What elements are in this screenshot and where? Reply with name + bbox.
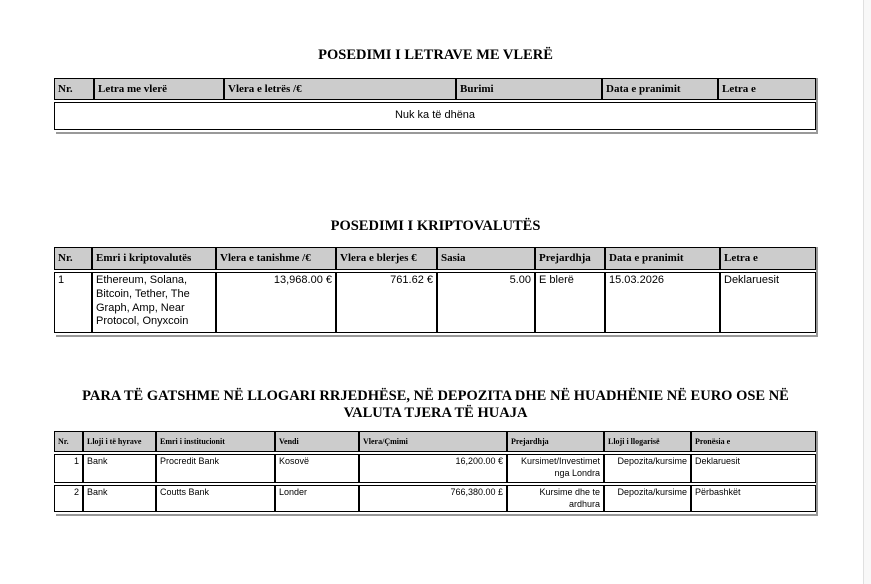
cell-vlera-tanishme: 13,968.00 € [216,272,336,333]
cell-lloji-hyrave: Bank [83,454,156,483]
cell-emri-kriptovalutes: Ethereum, Solana, Bitcoin, Tether, The Graph, Amp, Near Protocol, Onyxcoin [92,272,216,333]
column-header-prejardhja: Prejardhja [507,431,604,452]
cell-letra-e: Deklaruesit [720,272,816,333]
cell-vlera-blerjes: 761.62 € [336,272,437,333]
cell-prejardhja: Kursime dhe te ardhura [507,485,604,512]
cash-table-header-row [54,431,816,452]
securities-table [54,76,816,132]
securities-table-header-row [54,78,816,100]
section-title-cash-accounts: PARA TË GATSHME NË LLOGARI RRJEDHËSE, NË DEPOZITA DHE NË HUADHËNIE NË EURO OSE NË VALUTA TJERA TË HUAJA [82,388,789,421]
cell-lloji-llogarise: Depozita/kursime [604,485,691,512]
section-title-crypto: POSEDIMI I KRIPTOVALUTËS [330,218,541,234]
cell-prejardhja: Kursimet/Investimet nga Londra [507,454,604,483]
column-header-nr: Nr. [54,78,94,100]
cash-table-row [54,485,816,512]
column-header-data-e-pranimit: Data e pranimit [605,247,720,270]
column-header-letra-me-vlere: Letra me vlerë [94,78,224,100]
column-header-pronesia: Pronësia e [691,431,816,452]
column-header-vlera-tanishme: Vlera e tanishme /€ [216,247,336,270]
page-edge-divider [863,0,871,584]
column-header-lloji-llogarise: Lloji i llogarisë [604,431,691,452]
column-header-burimi: Burimi [456,78,602,100]
crypto-table-row [54,272,816,333]
column-header-letra-e: Letra e [720,247,816,270]
cell-nr: 2 [54,485,83,512]
column-header-vlera-blerjes: Vlera e blerjes € [336,247,437,270]
cell-nr: 1 [54,272,92,333]
cell-sasia: 5.00 [437,272,535,333]
column-header-letra-e: Letra e [718,78,816,100]
column-header-emri-kriptovalutes: Emri i kriptovalutës [92,247,216,270]
cell-vendi: Kosovë [275,454,359,483]
cell-emri-institucionit: Coutts Bank [156,485,275,512]
column-header-vlera-cmimi: Vlera/Çmimi [359,431,507,452]
cell-pronesia: Përbashkët [691,485,816,512]
cell-emri-institucionit: Procredit Bank [156,454,275,483]
section-title-securities: POSEDIMI I LETRAVE ME VLERË [318,47,553,63]
cell-prejardhja: E blerë [535,272,605,333]
column-header-lloji-hyrave: Lloji i të hyrave [83,431,156,452]
cell-data-e-pranimit: 15.03.2026 [605,272,720,333]
cell-pronesia: Deklaruesit [691,454,816,483]
cell-vlera-cmimi: 16,200.00 € [359,454,507,483]
crypto-table-header-row [54,247,816,270]
cash-accounts-table [54,429,816,514]
cell-nr: 1 [54,454,83,483]
column-header-prejardhja: Prejardhja [535,247,605,270]
column-header-vlera-e-letres: Vlera e letrës /€ [224,78,456,100]
cell-lloji-hyrave: Bank [83,485,156,512]
cash-table-row [54,454,816,483]
column-header-nr: Nr. [54,247,92,270]
column-header-vendi: Vendi [275,431,359,452]
empty-row [54,102,816,130]
cell-vendi: Londer [275,485,359,512]
crypto-table [54,245,816,335]
column-header-data-e-pranimit: Data e pranimit [602,78,718,100]
cell-vlera-cmimi: 766,380.00 £ [359,485,507,512]
empty-message: Nuk ka të dhëna [54,102,816,130]
column-header-emri-institucionit: Emri i institucionit [156,431,275,452]
cell-lloji-llogarise: Depozita/kursime [604,454,691,483]
column-header-sasia: Sasia [437,247,535,270]
column-header-nr: Nr. [54,431,83,452]
